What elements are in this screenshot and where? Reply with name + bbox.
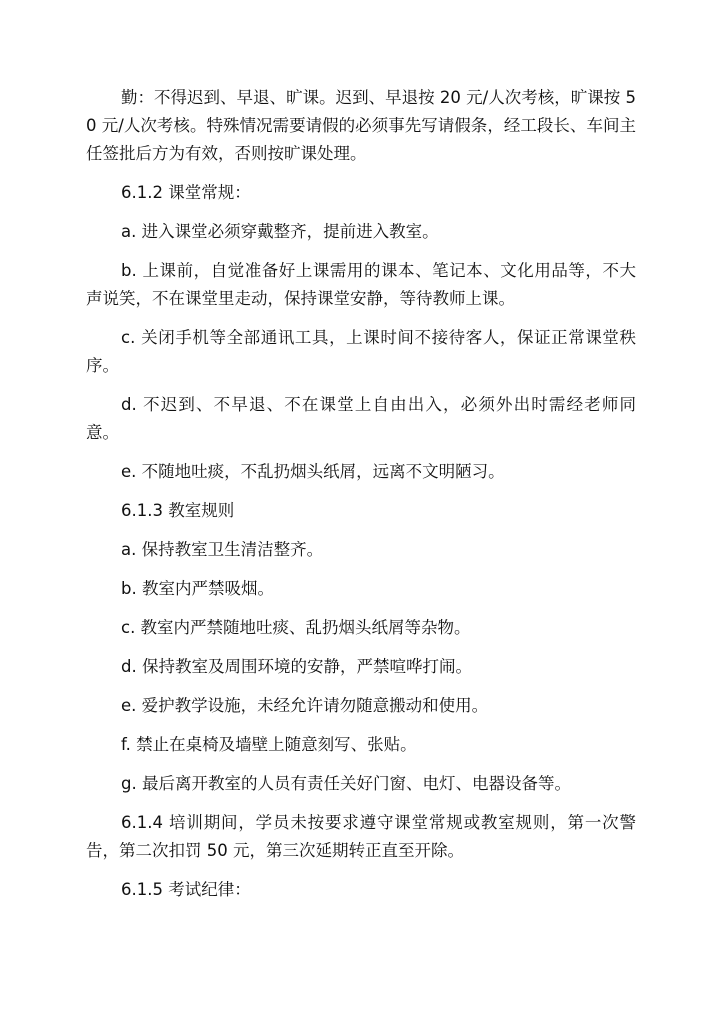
section-heading-6-1-2: 6.1.2 课堂常规： xyxy=(121,183,251,202)
room-rule-g: g. 最后离开教室的人员有责任关好门窗、电灯、电器设备等。 xyxy=(121,774,571,793)
room-rule-e: e. 爱护教学设施，未经允许请勿随意搬动和使用。 xyxy=(121,696,489,715)
classroom-rule-e: e. 不随地吐痰，不乱扔烟头纸屑，远离不文明陋习。 xyxy=(121,462,505,481)
classroom-rule-b: b. 上课前，自觉准备好上课需用的课本、笔记本、文化用品等，不大声说笑，不在课堂里走动，保持课堂安静，等待教师上课。 xyxy=(86,261,636,308)
attendance-rule-paragraph: 勤：不得迟到、早退、旷课。迟到、早退按 20 元/人次考核，旷课按 50 元/人次考核。特殊情况需要请假的必须事先写请假条，经工段长、车间主任签批后方为有效，否则按旷课处理。 xyxy=(86,88,636,163)
section-heading-6-1-3: 6.1.3 教室规则 xyxy=(121,501,235,520)
room-rule-f: f. 禁止在桌椅及墙壁上随意刻写、张贴。 xyxy=(121,735,417,754)
room-rule-d: d. 保持教室及周围环境的安静，严禁喧哗打闹。 xyxy=(121,657,472,676)
room-rule-c: c. 教室内严禁随地吐痰、乱扔烟头纸屑等杂物。 xyxy=(121,618,471,637)
classroom-rule-d: d. 不迟到、不早退、不在课堂上自由出入，必须外出时需经老师同意。 xyxy=(86,395,636,442)
room-rule-a: a. 保持教室卫生清洁整齐。 xyxy=(121,540,324,559)
room-rule-b: b. 教室内严禁吸烟。 xyxy=(121,579,274,598)
classroom-rule-a: a. 进入课堂必须穿戴整齐，提前进入教室。 xyxy=(121,222,439,241)
section-heading-6-1-5: 6.1.5 考试纪律： xyxy=(121,880,251,899)
document-page xyxy=(86,84,636,915)
classroom-rule-c: c. 关闭手机等全部通讯工具，上课时间不接待客人，保证正常课堂秩序。 xyxy=(86,328,636,375)
section-6-1-4-paragraph: 6.1.4 培训期间，学员未按要求遵守课堂常规或教室规则，第一次警告，第二次扣罚 50 元，第三次延期转正直至开除。 xyxy=(86,813,636,860)
